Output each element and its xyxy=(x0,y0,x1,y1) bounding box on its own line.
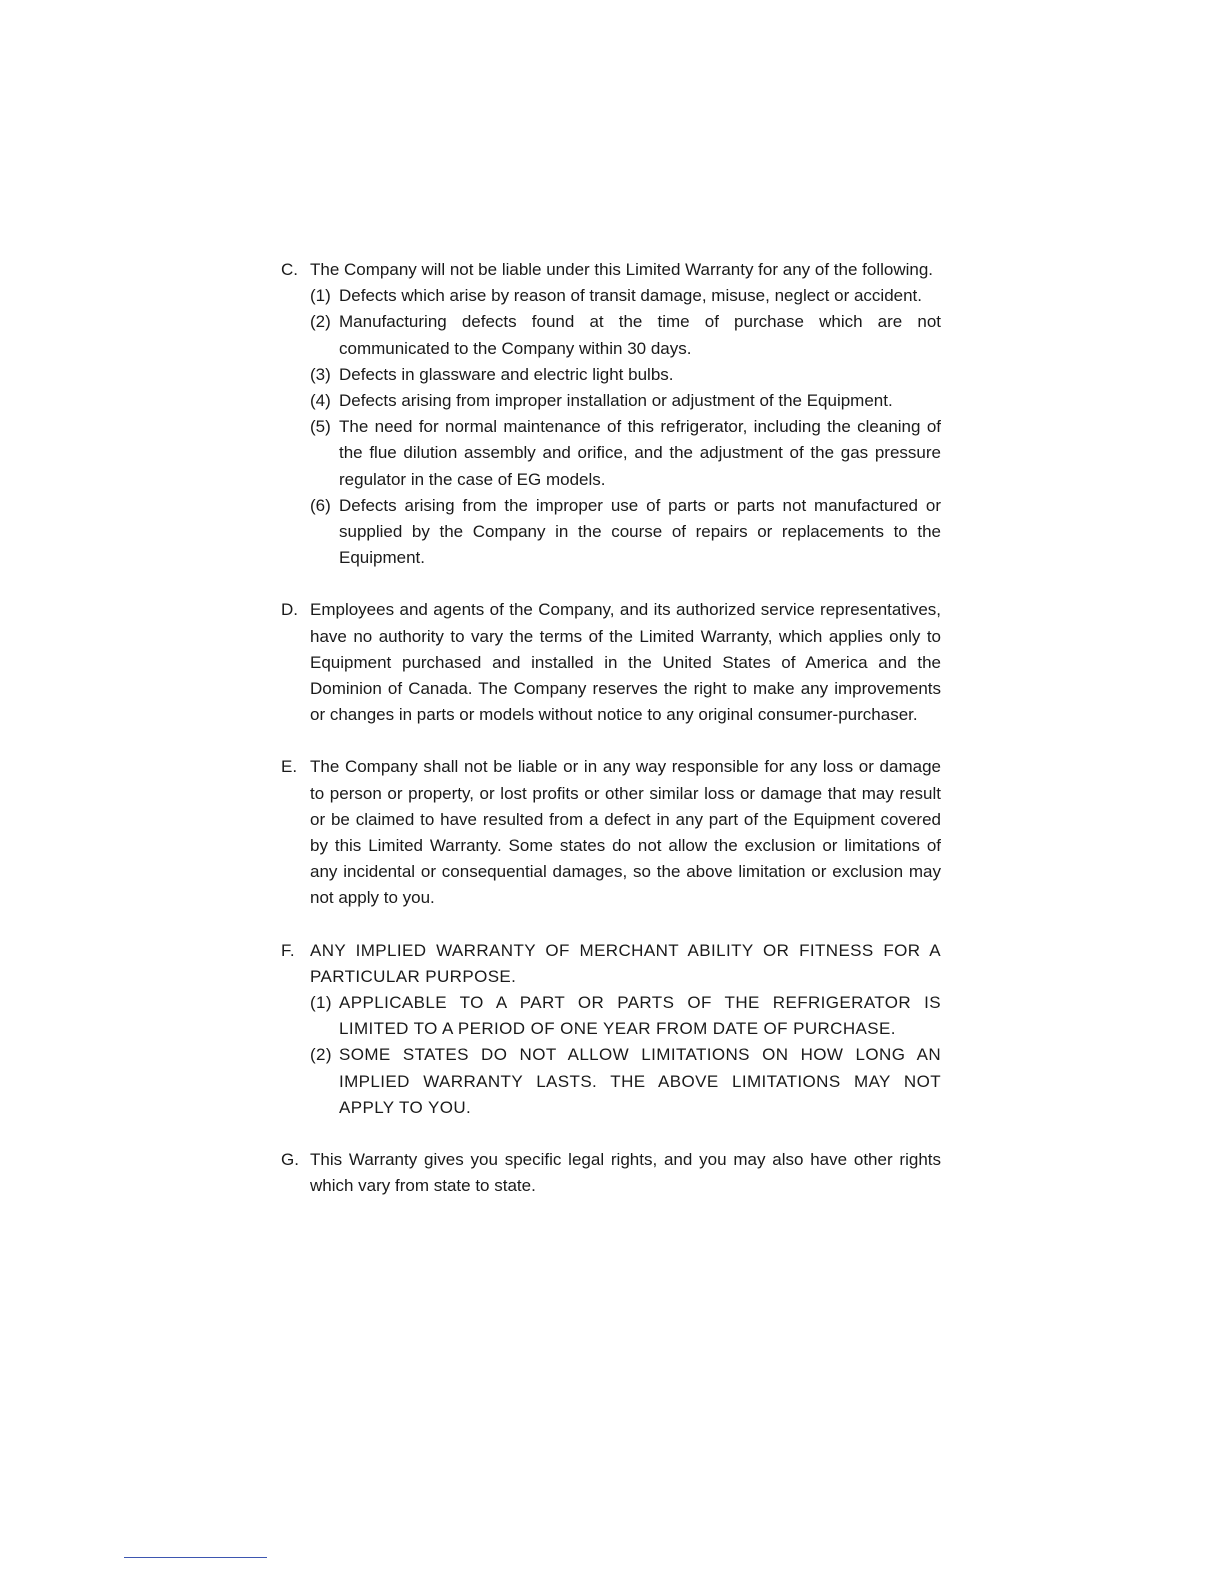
item-number: (1) xyxy=(310,286,331,306)
item-number: (5) xyxy=(310,417,331,437)
section-letter: E. xyxy=(281,757,298,777)
warranty-text xyxy=(281,257,941,1226)
item-number: (1) xyxy=(310,993,332,1013)
section-text: This Warranty gives you specific legal rights, and you may also have other rights which vary from state to state. xyxy=(310,1150,941,1196)
item-text: Manufacturing defects found at the time of purchase which are not communicated to the Company within 30 days. xyxy=(339,312,941,358)
section-text: ANY IMPLIED WARRANTY OF MERCHANT ABILITY OR FITNESS FOR A PARTICULAR PURPOSE. xyxy=(310,940,941,986)
section-d xyxy=(281,597,941,728)
list-item xyxy=(310,414,941,493)
section-f xyxy=(281,938,941,1121)
item-number: (2) xyxy=(310,312,331,332)
item-text: Defects arising from improper installation or adjustment of the Equipment. xyxy=(339,391,893,411)
section-g xyxy=(281,1147,941,1199)
item-text: SOME STATES DO NOT ALLOW LIMITATIONS ON HOW LONG AN IMPLIED WARRANTY LASTS. THE ABOVE LIMITATIONS MAY NOT APPLY TO YOU. xyxy=(339,1045,941,1117)
list-item xyxy=(310,362,941,388)
section-text: The Company shall not be liable or in any way responsible for any loss or damage to person or property, or lost profits or other similar loss or damage that may result or be claimed to have resulted from a defect in any part of the Equipment covered by this Limited Warranty. Some states do not allow the exclusion or limitations of any incidental or consequential damages, so the above limitation or exclusion may not apply to you. xyxy=(310,757,941,908)
list-item xyxy=(310,1042,941,1121)
exclusion-list xyxy=(310,283,941,571)
item-number: (2) xyxy=(310,1045,332,1065)
item-number: (3) xyxy=(310,364,331,384)
list-item xyxy=(310,309,941,361)
item-text: Defects in glassware and electric light bulbs. xyxy=(339,364,674,384)
section-text: The Company will not be liable under this Limited Warranty for any of the following. xyxy=(310,260,934,279)
list-item xyxy=(310,388,941,414)
item-text: Defects which arise by reason of transit damage, misuse, neglect or accident. xyxy=(339,286,923,306)
section-letter: F. xyxy=(281,940,296,960)
item-number: (6) xyxy=(310,495,331,515)
section-letter: C. xyxy=(281,260,298,279)
list-item xyxy=(310,990,941,1042)
item-text: APPLICABLE TO A PART OR PARTS OF THE REFRIGERATOR IS LIMITED TO A PERIOD OF ONE YEAR FROM DATE OF PURCHASE. xyxy=(339,993,941,1039)
list-item xyxy=(310,493,941,572)
section-e xyxy=(281,754,941,911)
list-item xyxy=(310,283,941,309)
implied-warranty-list xyxy=(310,990,941,1121)
section-letter: D. xyxy=(281,600,298,620)
footer-rule xyxy=(124,1557,267,1558)
section-text: Employees and agents of the Company, and its authorized service representatives, have no authority to vary the terms of the Limited Warranty, which applies only to Equipment purchased and installed in the United States of America and the Dominion of Canada. The Company reserves the right to make any improvements or changes in parts or models without notice to any original consumer-purchaser. xyxy=(310,600,941,725)
item-number: (4) xyxy=(310,391,331,411)
section-c xyxy=(281,257,941,571)
section-letter: G. xyxy=(281,1150,299,1170)
item-text: The need for normal maintenance of this refrigerator, including the cleaning of the flue dilution assembly and orifice, and the adjustment of the gas pressure regulator in the case of EG models. xyxy=(339,417,941,489)
item-text: Defects arising from the improper use of parts or parts not manufactured or supplied by the Company in the course of repairs or replacements to the Equipment. xyxy=(339,495,941,568)
